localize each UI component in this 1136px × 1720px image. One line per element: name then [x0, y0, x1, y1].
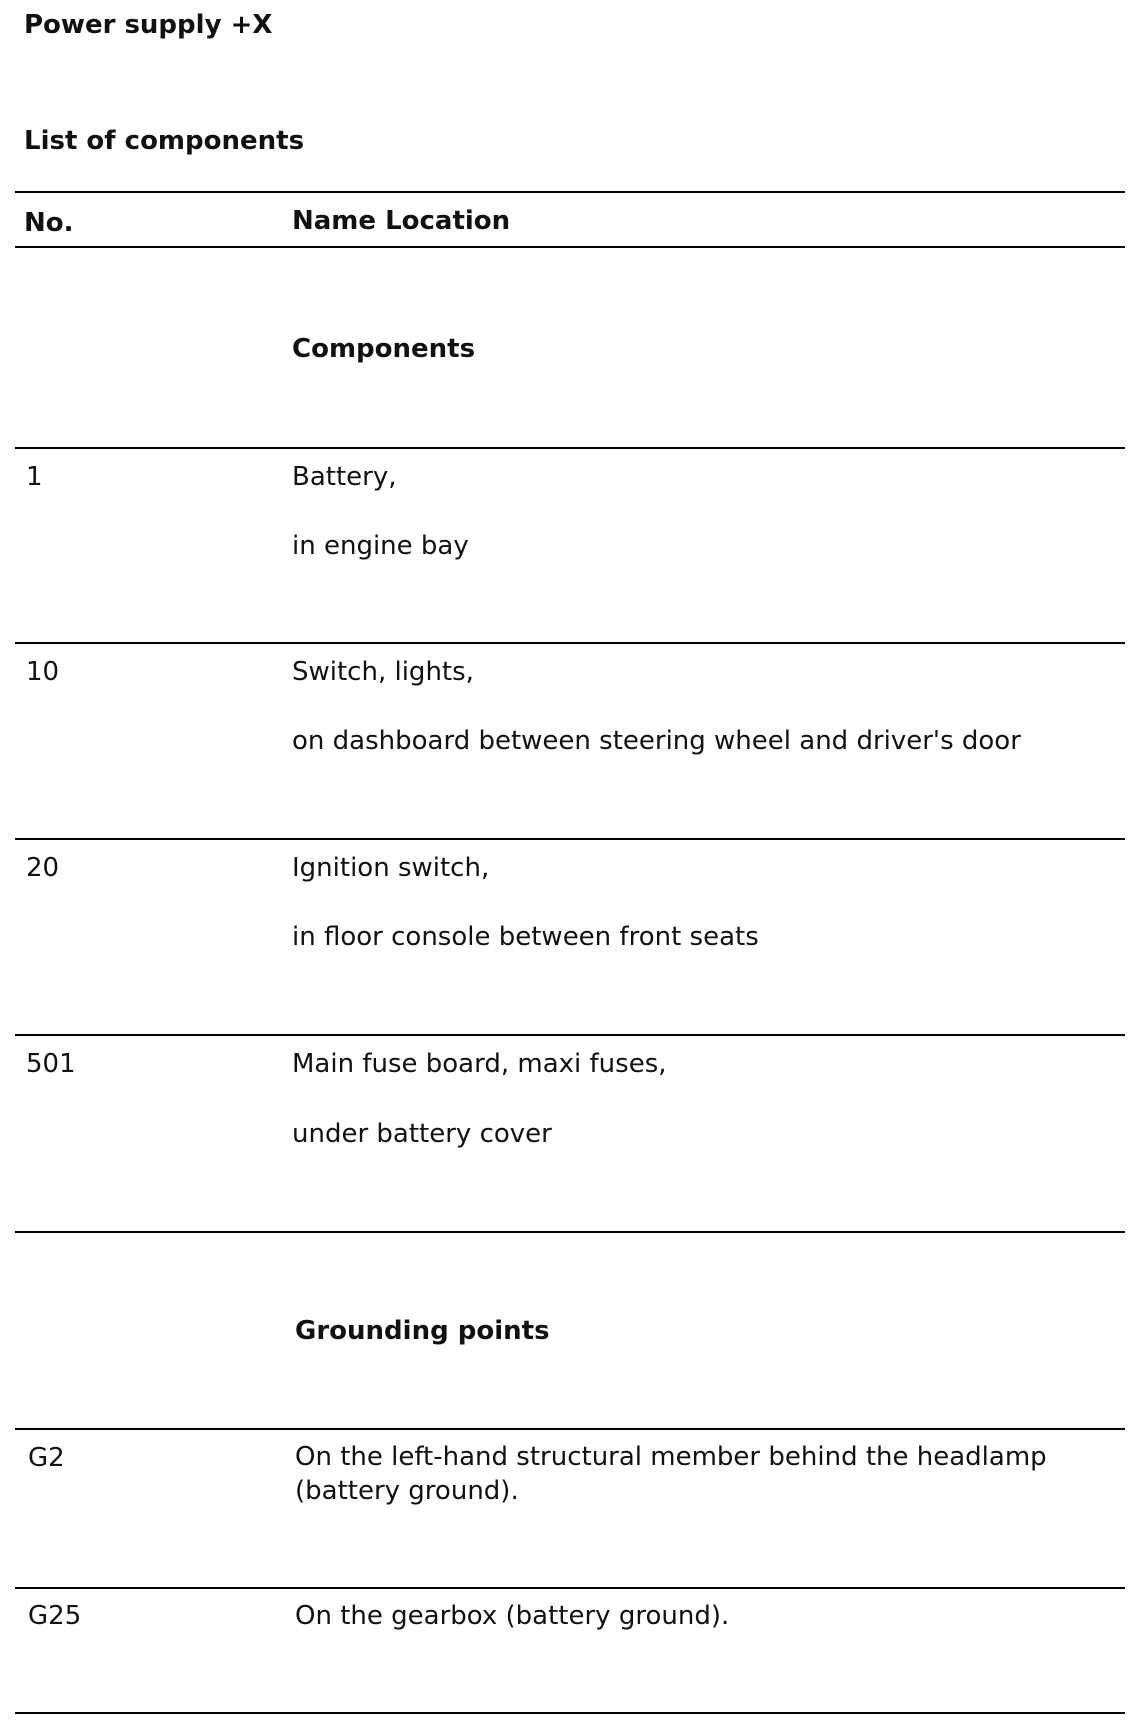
section-heading-components: Components [292, 334, 476, 364]
header-name-location: Name Location [292, 206, 511, 236]
component-number: 10 [26, 657, 60, 687]
ground-description: On the left-hand structural member behind the headlamp (battery ground). [295, 1442, 1047, 1506]
component-location: in floor console between front seats [292, 922, 759, 952]
document-title: Power supply +X [24, 10, 273, 40]
component-number: 1 [26, 462, 43, 492]
component-name: Main fuse board, maxi fuses, [292, 1049, 667, 1079]
table-bottom-rule [15, 1712, 1125, 1714]
row-divider [15, 447, 1125, 449]
component-location: on dashboard between steering wheel and driver's door [292, 726, 1021, 756]
component-location: in engine bay [292, 531, 469, 561]
component-number: 20 [26, 853, 60, 883]
component-name: Switch, lights, [292, 657, 474, 687]
row-divider [15, 1231, 1125, 1233]
ground-number: G2 [28, 1443, 65, 1473]
list-subtitle: List of components [24, 126, 305, 156]
component-name: Battery, [292, 462, 397, 492]
ground-number: G25 [28, 1601, 82, 1631]
header-no: No. [24, 208, 74, 238]
row-divider [15, 1428, 1125, 1430]
header-bottom-rule [15, 246, 1125, 248]
component-number: 501 [26, 1049, 76, 1079]
ground-description: On the gearbox (battery ground). [295, 1601, 730, 1631]
row-divider [15, 642, 1125, 644]
component-location: under battery cover [292, 1119, 552, 1149]
row-divider [15, 1034, 1125, 1036]
table-top-rule [15, 191, 1125, 193]
component-name: Ignition switch, [292, 853, 490, 883]
row-divider [15, 838, 1125, 840]
row-divider [15, 1587, 1125, 1589]
section-heading-grounding: Grounding points [295, 1316, 550, 1346]
